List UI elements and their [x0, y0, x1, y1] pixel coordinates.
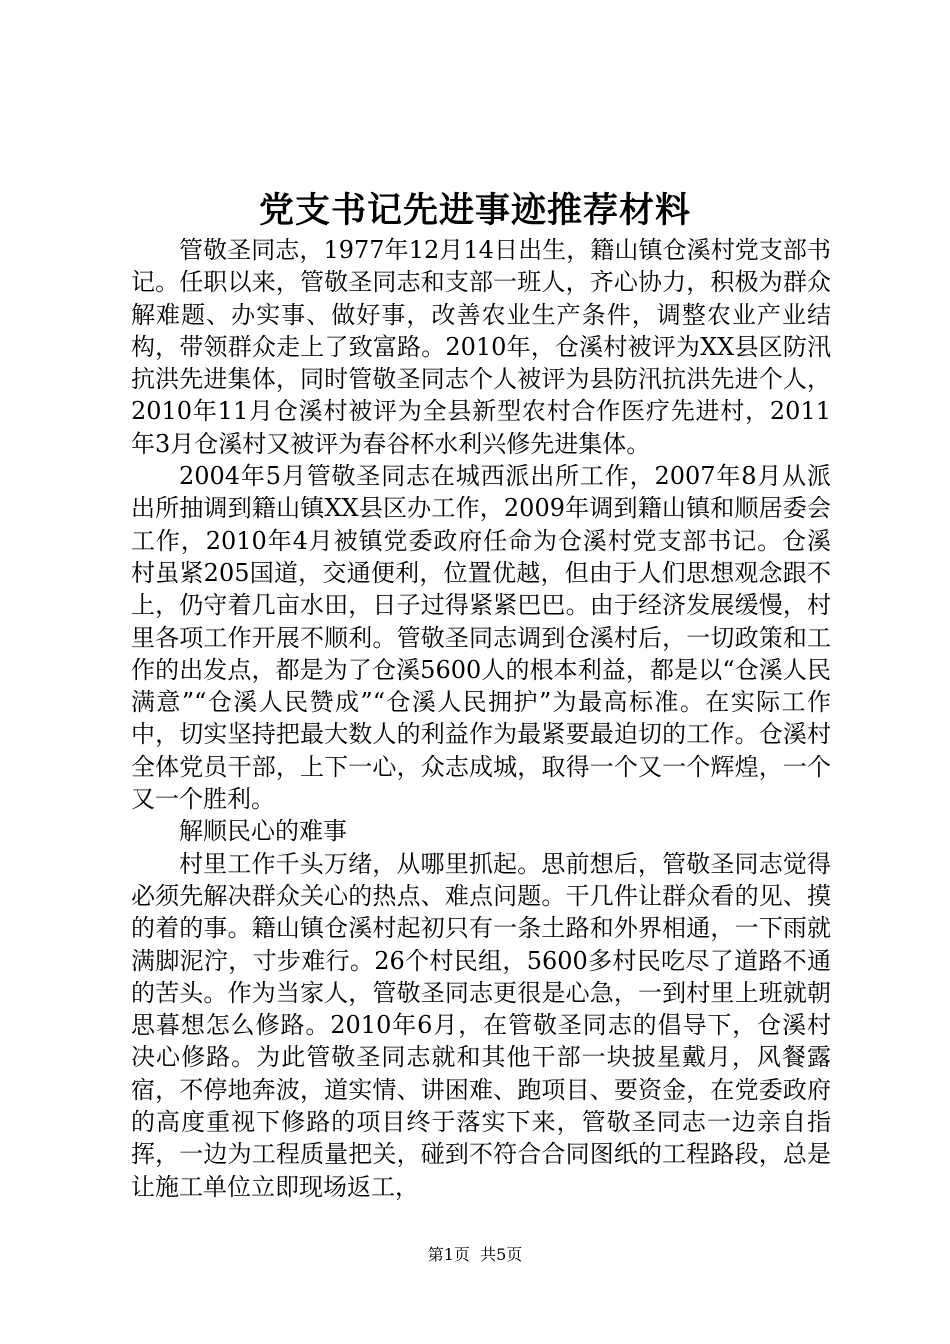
page-number: 第1页 共5页: [427, 1245, 523, 1264]
paragraph-road-building: 村里工作千头万绪，从哪里抓起。思前想后，管敬圣同志觉得必须先解决群众关心的热点、难点问题。干几件让群众看的见、摸的着的事。籍山镇仓溪村起初只有一条土路和外界相通，一下雨就满脚泥泞，寸步难行。26个村民组，5600多村民吃尽了道路不通的苦头。作为当家人，管敬圣同志更很是心急，一到村里上班就朝思暮想怎么修路。2010年6月，在管敬圣同志的倡导下，仓溪村决心修路。为此管敬圣同志就和其他干部一块披星戴月，风餐露宿，不停地奔波，道实情、讲困难、跑项目、要资金，在党委政府的高度重视下修路的项目终于落实下来，管敬圣同志一边亲自指挥，一边为工程质量把关，碰到不符合合同图纸的工程路段，总是让施工单位立即现场返工，: [131, 849, 831, 1201]
page-title: 党支书记先进事迹推荐材料: [258, 190, 691, 231]
paragraph-introduction: 管敬圣同志，1977年12月14日出生，籍山镇仓溪村党支部书记。任职以来，管敬圣同志和支部一班人，齐心协力，积极为群众解难题、办实事、做好事，改善农业生产条件，调整农业产业结构，带领群众走上了致富路。2010年，仓溪村被评为XX县区防汛抗洪先进集体，同时管敬圣同志个人被评为县防汛抗洪先进个人，2010年11月仓溪村被评为全县新型农村合作医疗先进村，2011年3月仓溪村又被评为春谷杯水利兴修先进集体。: [131, 236, 831, 458]
page-footer: [0, 1245, 950, 1265]
section-subheading: 解顺民心的难事: [179, 817, 347, 846]
document-body: [131, 234, 831, 1203]
paragraph-work-history: 2004年5月管敬圣同志在城西派出所工作，2007年8月从派出所抽调到籍山镇XX县区办工作，2009年调到籍山镇和顺居委会工作，2010年4月被镇党委政府任命为仓溪村党支部书记。仓溪村虽紧205国道，交通便利，位置优越，但由于人们思想观念跟不上，仍守着几亩水田，日子过得紧紧巴巴。由于经济发展缓慢，村里各项工作开展不顺利。管敬圣同志调到仓溪村后，一切政策和工作的出发点，都是为了仓溪5600人的根本利益，都是以“仓溪人民满意”“仓溪人民赞成”“仓溪人民拥护”为最高标准。在实际工作中，切实坚持把最大数人的利益作为最紧要最迫切的工作。仓溪村全体党员干部，上下一心，众志成城，取得一个又一个辉煌，一个又一个胜利。: [131, 462, 831, 814]
